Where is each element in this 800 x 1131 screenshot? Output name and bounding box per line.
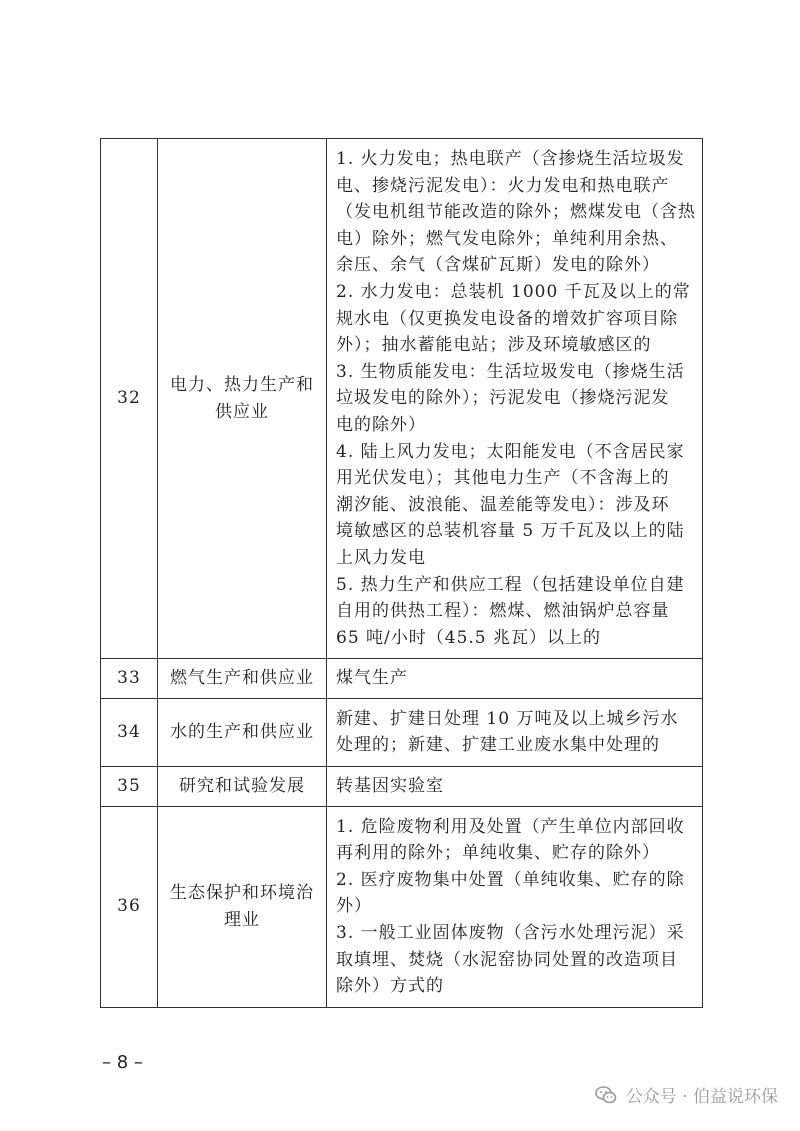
industry-category: 生态保护和环境治理业: [158, 806, 327, 1007]
scope-line: 5. 热力生产和供应工程（包括建设单位自建: [336, 574, 685, 595]
scope-line: 境敏感区的总装机容量 5 万千瓦及以上的陆: [336, 521, 685, 542]
scope-line: 3. 一般工业固体废物（含污水处理污泥）采: [336, 923, 685, 944]
table-row: [101, 659, 703, 699]
watermark: [594, 1082, 778, 1107]
project-scope: [327, 139, 703, 659]
scope-line: 上风力发电: [336, 547, 426, 568]
industry-category: 燃气生产和供应业: [158, 659, 327, 699]
table-row: [101, 806, 703, 1007]
scope-line: 2. 医疗废物集中处置（单纯收集、贮存的除: [336, 869, 685, 890]
scope-line: 外）；抽水蓄能电站；涉及环境敏感区的: [336, 335, 652, 356]
scope-line: 余压、余气（含煤矿瓦斯）发电的除外）: [336, 255, 660, 276]
scope-line: 电的除外）: [336, 414, 426, 435]
scope-line: 垃圾发电的除外）；污泥发电（掺烧污泥发: [336, 388, 670, 409]
scope-line: 自用的供热工程）：燃煤、燃油锅炉总容量: [336, 601, 670, 622]
table-body: [101, 139, 703, 1008]
scope-line: 煤气生产: [336, 668, 408, 689]
scope-line: 电、掺烧污泥发电）：火力发电和热电联产: [336, 175, 670, 196]
scope-line: 电）除外；燃气发电除外；单纯利用余热、: [336, 228, 678, 249]
industry-category: 水的生产和供应业: [158, 698, 327, 766]
scope-line: 潮汐能、波浪能、温差能等发电）：涉及环: [336, 494, 670, 515]
scope-line: 取填埋、焚烧（水泥窑协同处置的改造项目: [336, 949, 678, 970]
project-category-table: [100, 138, 703, 1008]
watermark-text: 公众号 · 伯益说环保: [625, 1087, 778, 1107]
industry-category: 研究和试验发展: [158, 767, 327, 807]
row-number: 33: [101, 659, 158, 699]
table-row: [101, 767, 703, 807]
project-scope: [327, 767, 703, 807]
scope-line: 处理的；新建、扩建工业废水集中处理的: [336, 735, 660, 756]
scope-line: 1. 危险废物利用及处置（产生单位内部回收: [336, 816, 685, 837]
scope-line: 2. 水力发电：总装机 1000 千瓦及以上的常: [336, 281, 691, 302]
scope-line: 4. 陆上风力发电；太阳能发电（不含居民家: [336, 441, 685, 462]
scope-line: 1. 火力发电；热电联产（含掺烧生活垃圾发: [336, 149, 685, 169]
scope-line: 除外）方式的: [336, 976, 444, 997]
project-scope: [327, 806, 703, 1007]
scope-line: 外）: [336, 896, 372, 917]
row-number: 35: [101, 767, 158, 807]
scope-line: 规水电（仅更换发电设备的增效扩容项目除: [336, 308, 678, 329]
project-scope: [327, 659, 703, 699]
scope-line: 用光伏发电）；其他电力生产（不含海上的: [336, 468, 670, 489]
industry-category: 电力、热力生产和供应业: [158, 139, 327, 659]
scope-line: （发电机组节能改造的除外；燃煤发电（含热: [336, 202, 696, 223]
row-number: 32: [101, 139, 158, 659]
row-number: 34: [101, 698, 158, 766]
page-number: – 8 –: [102, 1052, 143, 1073]
row-number: 36: [101, 806, 158, 1007]
scope-line: 3. 生物质能发电：生活垃圾发电（掺烧生活: [336, 361, 685, 382]
scope-line: 再利用的除外；单纯收集、贮存的除外）: [336, 843, 660, 864]
table-row: [101, 139, 703, 659]
scope-line: 转基因实验室: [336, 776, 444, 797]
table-row: [101, 698, 703, 766]
wechat-icon: [594, 1083, 618, 1107]
project-scope: [327, 698, 703, 766]
scope-line: 65 吨/小时（45.5 兆瓦）以上的: [336, 627, 602, 648]
scope-line: 新建、扩建日处理 10 万吨及以上城乡污水: [336, 708, 679, 729]
